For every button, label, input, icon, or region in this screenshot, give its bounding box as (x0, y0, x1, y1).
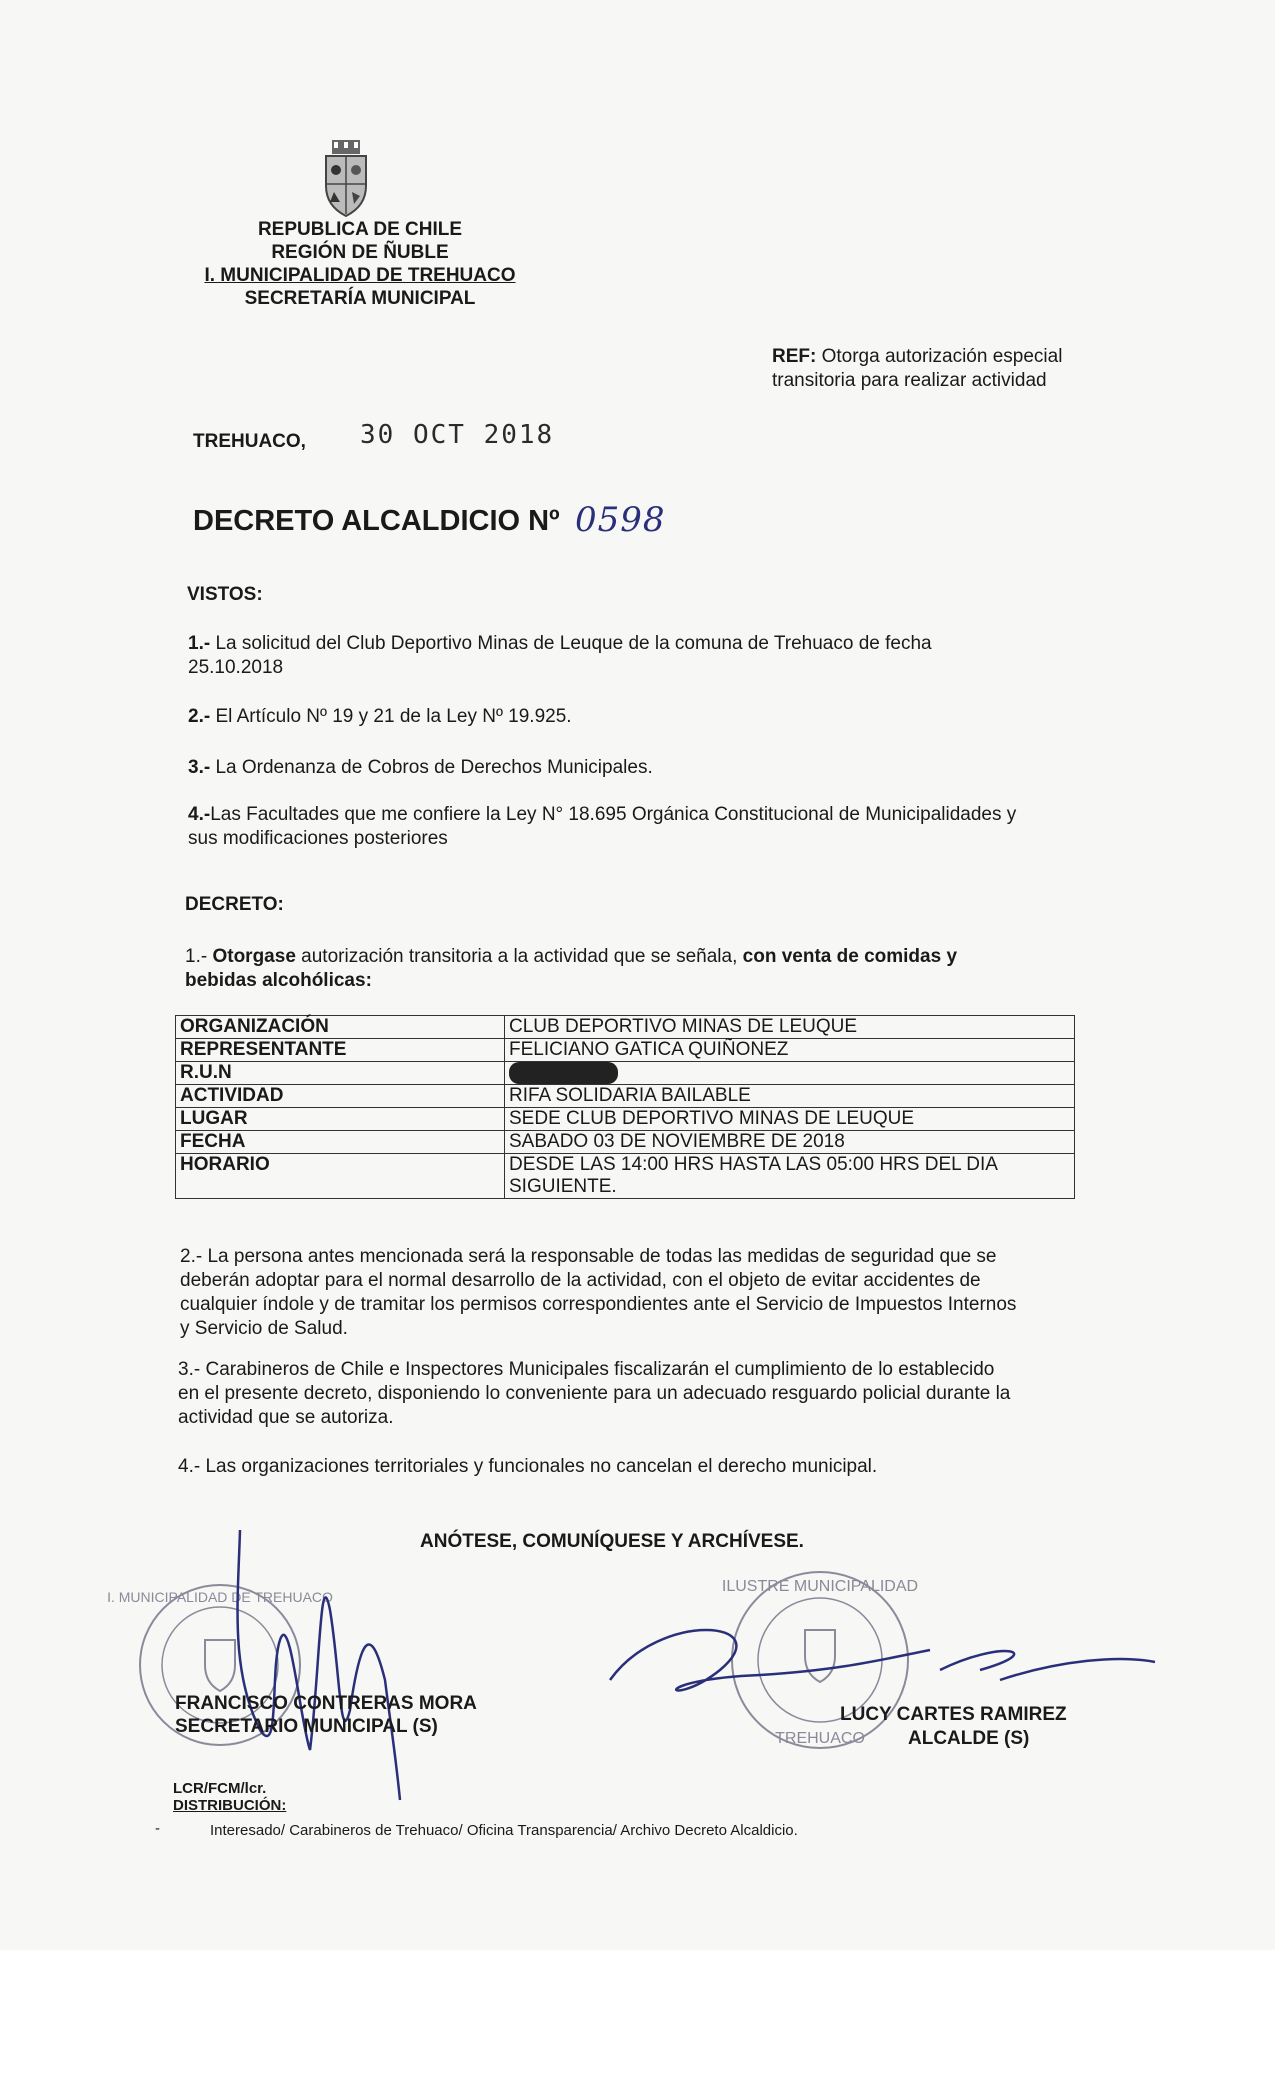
header-department: SECRETARÍA MUNICIPAL (244, 288, 476, 309)
distribution-label: DISTRIBUCIÓN: (173, 1797, 287, 1814)
vistos-item-3-text: La Ordenanza de Cobros de Derechos Municipales. (215, 757, 653, 778)
table-label: ACTIVIDAD (176, 1085, 505, 1108)
header-region: REGIÓN DE ÑUBLE (271, 242, 449, 263)
left-seal-text: I. MUNICIPALIDAD DE TREHUACO (107, 1589, 333, 1605)
table-value (505, 1154, 1075, 1199)
header-municipality: I. MUNICIPALIDAD DE TREHUACO (204, 265, 516, 286)
activity-table (175, 1015, 1075, 1199)
table-row (176, 1108, 1075, 1131)
right-seal-top-text: ILUSTRE MUNICIPALIDAD (721, 1578, 919, 1595)
decreto-item-3-line1: Carabineros de Chile e Inspectores Municipales fiscalizarán el cumplimiento de lo establecido (205, 1359, 995, 1380)
left-signatory-name: FRANCISCO CONTRERAS MORA (175, 1693, 477, 1714)
table-row (176, 1131, 1075, 1154)
decreto-item-3 (178, 1358, 1098, 1430)
decreto-item-2-line1: La persona antes mencionada será la responsable de todas las medidas de seguridad que se (207, 1246, 997, 1267)
left-signatory-role: SECRETARIO MUNICIPAL (S) (175, 1716, 438, 1737)
decreto-item-1-mid: autorización transitoria a la actividad que se señala, (301, 946, 738, 967)
decree-number: 0598 (575, 500, 666, 540)
table-value: RIFA SOLIDARIA BAILABLE (505, 1085, 1075, 1108)
table-value-line2: SIGUIENTE. (509, 1176, 617, 1197)
ref-label: REF: (772, 346, 817, 367)
decreto-item-2-line2: deberán adoptar para el normal desarrollo de la actividad, con el objeto de evitar accidentes de (180, 1270, 981, 1291)
decreto-item-3-line3: actividad que se autoriza. (178, 1407, 394, 1428)
table-label: R.U.N (176, 1062, 505, 1085)
coat-of-arms-icon (322, 140, 370, 218)
decreto-item-1 (185, 945, 1105, 993)
table-label: FECHA (176, 1131, 505, 1154)
vistos-item-2 (188, 705, 572, 729)
decreto-item-3-num: 3.- (178, 1359, 201, 1380)
table-label: REPRESENTANTE (176, 1039, 505, 1062)
distribution-list: Interesado/ Carabineros de Trehuaco/ Oficina Transparencia/ Archivo Decreto Alcaldicio. (210, 1822, 798, 1839)
vistos-item-1-num: 1.- (188, 633, 211, 654)
table-value: SEDE CLUB DEPORTIVO MINAS DE LEUQUE (505, 1108, 1075, 1131)
date-stamp: 30 OCT 2018 (360, 420, 555, 450)
distribution-dash: - (155, 1820, 160, 1837)
decreto-item-2 (180, 1245, 1100, 1341)
decreto-item-1-bold2: con venta de comidas y (742, 946, 958, 967)
decreto-item-1-num: 1.- (185, 946, 208, 967)
vistos-item-4 (188, 803, 1108, 851)
ref-line1: Otorga autorización especial (821, 346, 1063, 367)
vistos-item-2-text: El Artículo Nº 19 y 21 de la Ley Nº 19.925. (215, 706, 572, 727)
decreto-item-4-text: Las organizaciones territoriales y funcionales no cancelan el derecho municipal. (205, 1456, 878, 1477)
right-seal-bottom-text: TREHUACO (775, 1730, 865, 1747)
header-country: REPUBLICA DE CHILE (257, 219, 463, 240)
vistos-item-1-date: 25.10.2018 (188, 657, 284, 678)
decreto-item-1-bold3: bebidas alcohólicas: (185, 970, 372, 991)
initials: LCR/FCM/lcr. (173, 1780, 267, 1797)
table-value-line1: DESDE LAS 14:00 HRS HASTA LAS 05:00 HRS DEL DIA (509, 1154, 998, 1175)
vistos-heading: VISTOS: (187, 584, 263, 605)
decreto-item-2-line4: y Servicio de Salud. (180, 1318, 348, 1339)
decreto-heading: DECRETO: (185, 894, 284, 915)
place-label: TREHUACO, (193, 431, 306, 452)
vistos-item-4-num: 4.- (188, 804, 211, 825)
ref-line2: transitoria para realizar actividad (772, 370, 1047, 391)
decreto-item-2-line3: cualquier índole y de tramitar los permisos correspondientes ante el Servicio de Impuestos Internos (180, 1294, 1017, 1315)
table-value: SABADO 03 DE NOVIEMBRE DE 2018 (505, 1131, 1075, 1154)
vistos-item-3-num: 3.- (188, 757, 211, 778)
table-row (176, 1154, 1075, 1199)
ref-block (772, 345, 1062, 393)
vistos-item-2-num: 2.- (188, 706, 211, 727)
vistos-item-1-text: La solicitud del Club Deportivo Minas de Leuque de la comuna de Trehuaco de fecha (215, 633, 932, 654)
table-value: CLUB DEPORTIVO MINAS DE LEUQUE (505, 1016, 1075, 1039)
vistos-item-1 (188, 632, 1108, 680)
table-row (176, 1016, 1075, 1039)
decreto-item-3-line2: en el presente decreto, disponiendo lo conveniente para un adecuado resguardo policial durante la (178, 1383, 1011, 1404)
decree-title: DECRETO ALCALDICIO Nº (193, 505, 560, 537)
decreto-item-4 (178, 1455, 877, 1479)
vistos-item-4-text2: sus modificaciones posteriores (188, 828, 448, 849)
table-label: LUGAR (176, 1108, 505, 1131)
table-value (505, 1062, 1075, 1085)
decreto-item-2-num: 2.- (180, 1246, 203, 1267)
right-signatory-role: ALCALDE (S) (908, 1728, 1030, 1749)
table-label: ORGANIZACIÓN (176, 1016, 505, 1039)
decreto-item-1-bold1: Otorgase (212, 946, 296, 967)
table-value: FELICIANO GATICA QUIÑONEZ (505, 1039, 1075, 1062)
redacted-run: 9.499.587-6 (509, 1062, 618, 1084)
decreto-item-4-num: 4.- (178, 1456, 201, 1477)
table-label: HORARIO (176, 1154, 505, 1199)
table-row (176, 1039, 1075, 1062)
right-signatory-name: LUCY CARTES RAMIREZ (840, 1704, 1067, 1725)
closing-formula: ANÓTESE, COMUNÍQUESE Y ARCHÍVESE. (420, 1531, 804, 1552)
vistos-item-4-text: Las Facultades que me confiere la Ley N° 18.695 Orgánica Constitucional de Municipalidades y (210, 804, 1017, 825)
vistos-item-3 (188, 756, 653, 780)
table-row (176, 1062, 1075, 1085)
table-row (176, 1085, 1075, 1108)
